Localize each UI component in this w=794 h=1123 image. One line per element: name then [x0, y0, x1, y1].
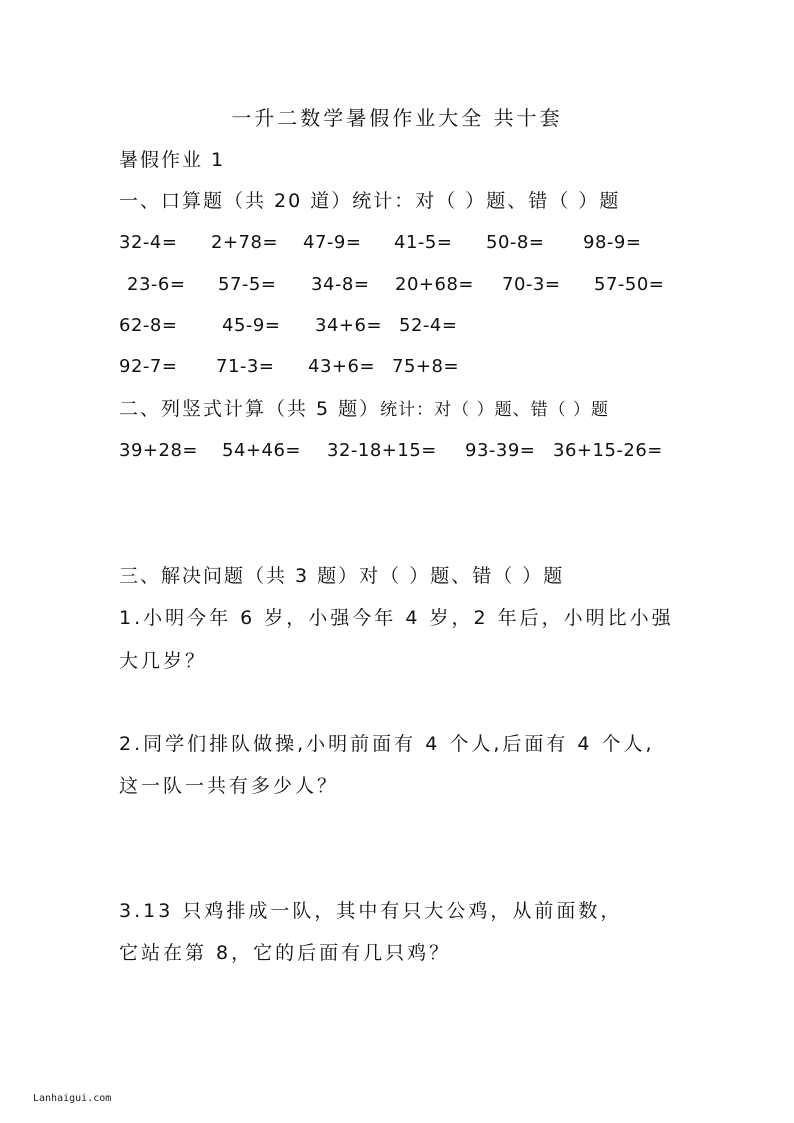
vertical-problem: 93-39=: [465, 440, 536, 461]
oral-problem: 43+6=: [308, 356, 376, 377]
vertical-problem: 36+15-26=: [553, 440, 663, 461]
oral-problem: 34+6=: [315, 315, 383, 336]
word-problem-text: 2.同学们排队做操,小明前面有 4 个人,后面有 4 个人,: [119, 733, 655, 755]
oral-problem: 57-50=: [594, 274, 665, 295]
oral-problem: 98-9=: [583, 232, 642, 253]
assignment-subtitle: 暑假作业 1: [119, 149, 226, 171]
vertical-problem: 32-18+15=: [327, 440, 437, 461]
oral-problem: 92-7=: [119, 356, 178, 377]
oral-problem: 2+78=: [211, 232, 279, 253]
section-vertical-heading: [119, 397, 609, 422]
word-problem-text: 这一队一共有多少人？: [119, 775, 340, 797]
oral-problem: 34-8=: [311, 274, 370, 295]
oral-problem: 20+68=: [395, 274, 474, 295]
oral-problem: 47-9=: [303, 232, 362, 253]
oral-problem: 50-8=: [486, 232, 545, 253]
oral-problem: 45-9=: [222, 315, 281, 336]
word-problem-text: 大几岁？: [119, 650, 208, 672]
page-title: 一升二数学暑假作业大全 共十套: [231, 106, 563, 130]
vertical-problem: 54+46=: [222, 440, 301, 461]
section-word-problems-heading: 三、解决问题（共 3 题）对（ ）题、错（ ）题: [119, 565, 565, 587]
footer-watermark: Lanhaigui.com: [33, 1093, 112, 1104]
word-problem-text: 3.13 只鸡排成一队，其中有只大公鸡，从前面数，: [119, 900, 623, 922]
word-problem-text: 1.小明今年 6 岁，小强今年 4 岁，2 年后，小明比小强: [119, 607, 674, 629]
oral-problem: 57-5=: [218, 274, 277, 295]
oral-problem: 23-6=: [127, 274, 186, 295]
section-vertical-stats: 统计：对（ ）题、错（ ）题: [380, 400, 609, 420]
section-vertical-title: 二、列竖式计算（共 5 题）: [119, 398, 381, 420]
oral-problem: 70-3=: [502, 274, 561, 295]
oral-problem: 41-5=: [394, 232, 453, 253]
section-oral-heading: 一、口算题（共 20 道）统计：对（ ）题、错（ ）题: [119, 190, 621, 212]
oral-problem: 62-8=: [119, 315, 178, 336]
oral-problem: 32-4=: [119, 232, 178, 253]
oral-problem: 71-3=: [216, 356, 275, 377]
oral-problem: 75+8=: [392, 356, 460, 377]
oral-problem: 52-4=: [399, 315, 458, 336]
vertical-problem: 39+28=: [119, 440, 198, 461]
word-problem-text: 它站在第 8，它的后面有几只鸡？: [119, 942, 452, 964]
